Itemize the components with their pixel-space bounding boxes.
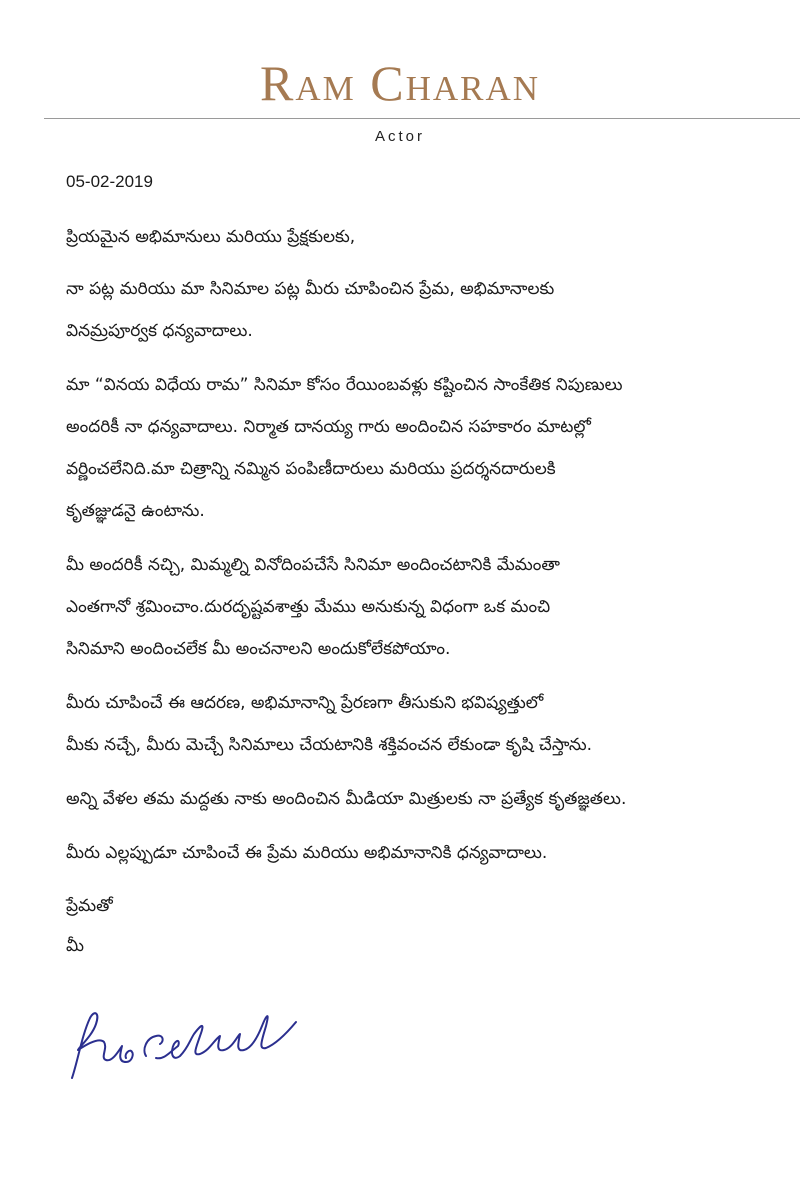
paragraph-5 bbox=[66, 778, 766, 820]
paragraph-line: అన్ని వేళల తమ మద్దతు నాకు అందించిన మీడియా మిత్రులకు నా ప్రత్యేక కృతజ్ఞతలు. bbox=[66, 789, 627, 809]
paragraph-line: మా “వినయ విధేయ రామ” సినిమా కోసం రేయింబవళ్లు కష్టించిన సాంకేతిక నిపుణులు bbox=[66, 375, 623, 395]
paragraph-line: మీరు ఎల్లప్పుడూ చూపించే ఈ ప్రేమ మరియు అభిమానానికి ధన్యవాదాలు. bbox=[66, 843, 548, 863]
closing-line-1: ప్రేమతో bbox=[66, 896, 113, 916]
paragraph-line: ఎంతగానో శ్రమించాం.దురదృష్టవశాత్తు మేము అనుకున్న విధంగా ఒక మంచి bbox=[66, 597, 551, 617]
paragraph-4 bbox=[66, 682, 766, 766]
handwritten-signature bbox=[60, 990, 330, 1090]
letterhead-divider bbox=[44, 118, 800, 119]
paragraph-line: మీ అందరికీ నచ్చి, మిమ్మల్ని వినోదింపచేసే సినిమా అందించటానికి మేమంతా bbox=[66, 555, 560, 575]
paragraph-line: మీకు నచ్చే, మీరు మెచ్చే సినిమాలు చేయటానికి శక్తివంచన లేకుండా కృషి చేస్తాను. bbox=[66, 735, 593, 755]
letter-body bbox=[66, 172, 766, 966]
paragraph-line: కృతజ్ఞుడనై ఉంటాను. bbox=[66, 501, 205, 521]
paragraph-2 bbox=[66, 364, 766, 532]
closing bbox=[66, 886, 766, 966]
paragraph-line: సినిమాని అందించలేక మీ అంచనాలని అందుకోలేకపోయాం. bbox=[66, 639, 451, 659]
paragraph-line: మీరు చూపించే ఈ ఆదరణ, అభిమానాన్ని ప్రేరణగా తీసుకుని భవిష్యత్తులో bbox=[66, 693, 544, 713]
paragraph-line: నా పట్ల మరియు మా సినిమాల పట్ల మీరు చూపించిన ప్రేమ, అభిమానాలకు bbox=[66, 279, 555, 299]
paragraph-line: వర్ణించలేనిది.మా చిత్రాన్ని నమ్మిన పంపిణీదారులు మరియు ప్రదర్శనదారులకి bbox=[66, 459, 556, 479]
salutation: ప్రియమైన అభిమానులు మరియు ప్రేక్షకులకు, bbox=[66, 227, 356, 247]
letterhead-role: Actor bbox=[374, 128, 425, 145]
paragraph-1 bbox=[66, 268, 766, 352]
paragraph-3 bbox=[66, 544, 766, 670]
paragraph-line: వినమ్రపూర్వక ధన్యవాదాలు. bbox=[66, 321, 253, 341]
signature-stroke bbox=[72, 1013, 296, 1078]
paragraph-line: అందరికీ నా ధన్యవాదాలు. నిర్మాత దానయ్య గారు అందించిన సహకారం మాటల్లో bbox=[66, 417, 591, 437]
letterhead-name: Ram Charan bbox=[259, 55, 541, 111]
letter-date: 05-02-2019 bbox=[66, 172, 153, 191]
closing-line-2: మీ bbox=[66, 936, 84, 956]
paragraph-6 bbox=[66, 832, 766, 874]
